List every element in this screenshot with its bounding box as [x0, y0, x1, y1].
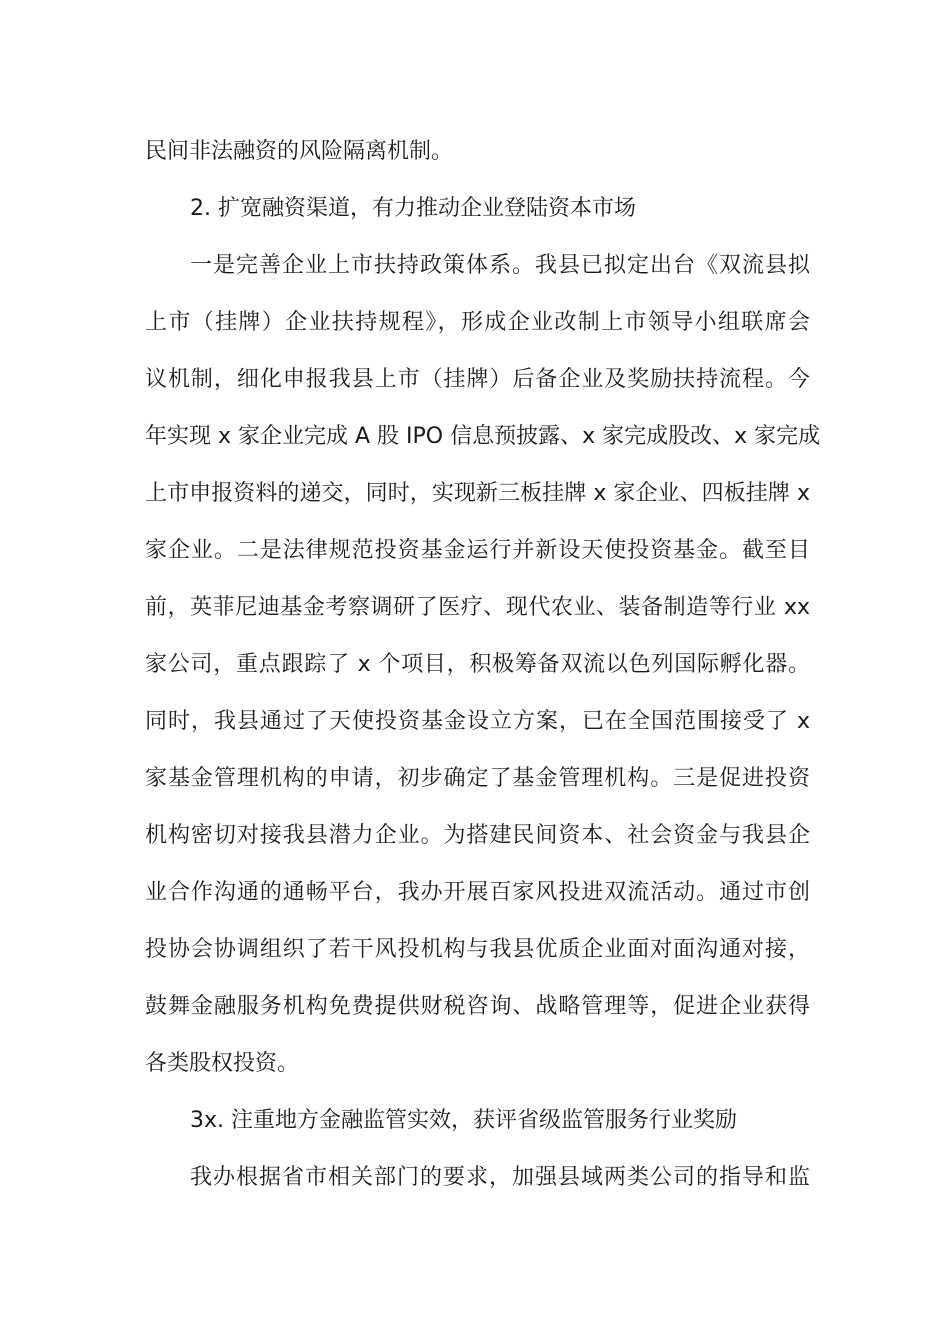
paragraph-line: 家基金管理机构的申请，初步确定了基金管理机构。三是促进投资 [145, 766, 810, 791]
paragraph-line: 前，英菲尼迪基金考察调研了医疗、现代农业、装备制造等行业 xx [145, 595, 810, 620]
paragraph-line: 同时，我县通过了天使投资基金设立方案，已在全国范围接受了 x [145, 709, 810, 734]
paragraph-line: 各类股权投资。 [145, 1051, 300, 1076]
paragraph-line: 民间非法融资的风险隔离机制。 [145, 139, 454, 164]
paragraph-line: 家企业。二是法律规范投资基金运行并新设天使投资基金。截至目 [145, 538, 810, 563]
paragraph-line: 家公司，重点跟踪了 x 个项目，积极筹备双流以色列国际孵化器。 [145, 652, 810, 677]
paragraph-line: 上市（挂牌）企业扶持规程》，形成企业改制上市领导小组联席会 [145, 310, 810, 335]
paragraph-line: 鼓舞金融服务机构免费提供财税咨询、战略管理等，促进企业获得 [145, 994, 810, 1019]
paragraph-line: 上市申报资料的递交，同时，实现新三板挂牌 x 家企业、四板挂牌 x [145, 481, 810, 506]
section-heading: 2. 扩宽融资渠道，有力推动企业登陆资本市场 [190, 196, 636, 221]
paragraph-line: 年实现 x 家企业完成 A 股 IPO 信息预披露、x 家完成股改、x 家完成 [145, 424, 821, 449]
paragraph-line: 一是完善企业上市扶持政策体系。我县已拟定出台《双流县拟 [190, 253, 810, 278]
paragraph-line: 机构密切对接我县潜力企业。为搭建民间资本、社会资金与我县企 [145, 823, 810, 848]
section-heading: 3x. 注重地方金融监管实效，获评省级监管服务行业奖励 [190, 1108, 738, 1133]
paragraph-line: 投协会协调组织了若干风投机构与我县优质企业面对面沟通对接， [145, 937, 810, 962]
paragraph-line: 议机制，细化申报我县上市（挂牌）后备企业及奖励扶持流程。今 [145, 367, 810, 392]
paragraph-line: 我办根据省市相关部门的要求，加强县域两类公司的指导和监 [190, 1165, 810, 1190]
paragraph-line: 业合作沟通的通畅平台，我办开展百家风投进双流活动。通过市创 [145, 880, 810, 905]
